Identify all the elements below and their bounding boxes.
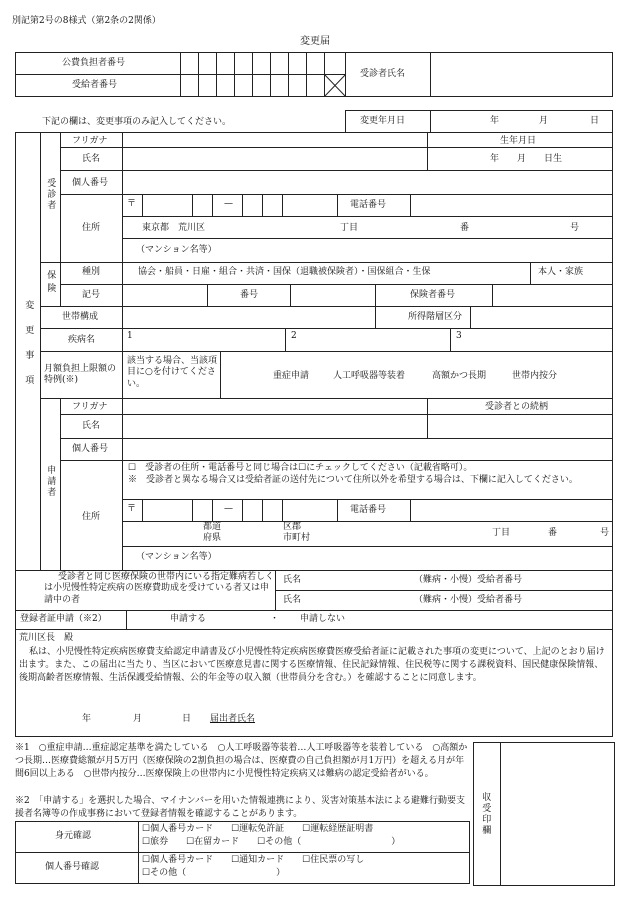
identity-check-label: 身元確認 — [55, 831, 92, 841]
stamp-box — [473, 742, 615, 886]
patient-name-input[interactable] — [123, 148, 426, 170]
patient-postal-input-2[interactable] — [243, 195, 337, 216]
recipient-number-label: 受給者番号 — [72, 80, 118, 90]
mynumber-options-row-2[interactable]: ☐その他（ ） — [142, 868, 286, 878]
household-other-text: 受診者と同じ医療保険の世帯内にいる指定難病若しくは小児慢性特定疾病の医療費助成を受けている者又は申請中の者 — [44, 572, 275, 605]
patient-mansion-input[interactable] — [230, 239, 612, 262]
special-option-long-term[interactable]: 高額かつ長期 — [432, 371, 487, 381]
applicant-relation-input[interactable] — [428, 415, 612, 438]
special-instruction: 該当する場合、当該項目に○を付けてください。 — [127, 356, 218, 389]
insurance-section-label: 保険 — [45, 270, 56, 296]
notice-text: 下記の欄は、変更事項のみ記入してください。 — [42, 117, 232, 127]
applicant-address-note: ※ 受診者と異なる場合又は受給者証の送付先について住所以外を希望する場合は、下欄に記入してください。 — [128, 475, 578, 485]
applicant-postal-input-2[interactable] — [243, 500, 337, 521]
patient-mansion-label: （マンション名等） — [136, 245, 217, 255]
page-title: 変更届 — [300, 36, 330, 47]
patient-personal-no-label: 個人番号 — [72, 178, 109, 188]
insurance-family-options[interactable]: 本人・家族 — [538, 267, 584, 277]
applicant-section-label: 申請者 — [45, 465, 56, 498]
patient-personal-no-input[interactable] — [123, 171, 612, 194]
household-other-recipient-label-2: （難病・小慢）受給者番号 — [414, 595, 523, 605]
disease-input-1[interactable] — [123, 329, 285, 351]
patient-postal-mark: 〒 — [127, 199, 137, 209]
change-items-label: 変更事項 — [23, 300, 34, 400]
special-limit-label: 月額負担上限額の特例(※) — [44, 364, 117, 386]
patient-phone-input[interactable] — [411, 195, 612, 216]
change-year-label: 年 — [490, 116, 500, 126]
patient-postal-dash: — — [224, 199, 233, 209]
applicant-phone-label: 電話番号 — [350, 505, 387, 515]
diagonal-cross-icon — [324, 74, 346, 97]
recipient-number-input[interactable] — [181, 75, 324, 96]
note-2: ※2 「申請する」を選択した場合、マイナンバーを用いた情報連携により、災害対策基本法による避難行動要支援者名簿等の作成事務において登録者情報を確認することがあります。 — [15, 796, 465, 819]
applicant-ku-label: 区郡 — [283, 522, 302, 532]
disease-input-2[interactable] — [286, 329, 450, 351]
patient-birth-value: 年 月 日生 — [490, 154, 563, 164]
special-option-severe[interactable]: 重症申請 — [273, 371, 310, 381]
applicant-ban-label: 番 — [548, 528, 558, 538]
identity-options-row-2[interactable]: ☐旅券 ☐在留カード ☐その他（ ） — [142, 837, 401, 847]
insurance-number-label: 番号 — [240, 290, 259, 300]
patient-postal-input-1[interactable] — [143, 195, 192, 216]
registration-label: 登録者証申請（※2） — [20, 614, 107, 624]
applicant-postal-mark: 〒 — [127, 504, 137, 514]
household-other-name-label-2: 氏名 — [283, 595, 302, 605]
disease-number-1: 1 — [127, 331, 133, 341]
special-option-household-split[interactable]: 世帯内按分 — [512, 371, 558, 381]
applicant-chome-label: 丁目 — [492, 528, 511, 538]
household-other-recipient-label-1: （難病・小慢）受給者番号 — [414, 575, 523, 585]
applicant-mansion-label: （マンション名等） — [136, 552, 217, 562]
applicant-address-label: 住所 — [82, 512, 101, 522]
patient-section-label: 受診者 — [45, 178, 56, 211]
statement-body: 私は、小児慢性特定疾病医療費支給認定申請書及び小児慢性特定疾病医療費医療受給者証に記載された事項の変更について、上記のとおり届け出ます。また、この届出に当たり、当区において医療意見書に関する医療情報、住民記録情報、住民税等に関する課税資料、国民健康保険情報、後期高齢者医療情報、生活保護受給情報、公的年金等の収入額（世帯員分を含む。）を確認することに同意します。 — [19, 647, 605, 684]
disease-label: 疾病名 — [68, 335, 96, 345]
change-day-label: 日 — [590, 116, 600, 126]
disease-number-3: 3 — [456, 331, 462, 341]
registration-not-apply-option[interactable]: 申請しない — [300, 614, 346, 624]
applicant-furigana-input[interactable] — [123, 399, 426, 414]
patient-ban-label: 番 — [460, 223, 470, 233]
applicant-personal-no-label: 個人番号 — [72, 444, 109, 454]
insurance-number-input[interactable] — [291, 285, 375, 306]
statement-signer-label: 届出者氏名 — [210, 714, 256, 724]
insured-no-label: 保険者番号 — [410, 290, 456, 300]
mynumber-options-row-1[interactable]: ☐個人番号カード ☐通知カード ☐住民票の写し — [142, 855, 365, 865]
registration-separator: ・ — [270, 614, 280, 624]
patient-birth-label: 生年月日 — [500, 136, 537, 146]
change-date-label: 変更年月日 — [360, 116, 406, 126]
payer-number-label: 公費負担者番号 — [62, 58, 126, 68]
patient-go-label: 号 — [570, 223, 580, 233]
patient-phone-label: 電話番号 — [350, 200, 387, 210]
patient-address-label: 住所 — [82, 223, 101, 233]
insured-no-input[interactable] — [493, 285, 612, 306]
applicant-postal-dash: — — [224, 504, 233, 514]
note-1: ※1 ○重症申請…重症認定基準を満たしている ○人工呼吸器等装着…人工呼吸器等を装着している ○高額かつ長期…医療費総額が月5万円（医療保険の2割負担の場合は、医療費の自己負担額が月1万円）を超える月が年間6回以上ある ○世帯内按分…医療保険上の世帯内に小児慢性特定疾病又は難病の認定受給者がいる。 — [15, 743, 468, 779]
insurance-symbol-label: 記号 — [82, 290, 101, 300]
disease-number-2: 2 — [291, 331, 297, 341]
patient-furigana-label: フリガナ — [72, 136, 108, 146]
patient-city: 東京都 荒川区 — [142, 223, 206, 233]
applicant-relation-label: 受診者との続柄 — [485, 402, 549, 412]
form-number: 別記第2号の8様式（第2条の2関係） — [12, 16, 161, 26]
applicant-furigana-label: フリガナ — [72, 402, 108, 412]
registration-apply-option[interactable]: 申請する — [170, 614, 207, 624]
statement-signer-input[interactable] — [265, 710, 595, 726]
applicant-fuken-label: 府県 — [203, 533, 222, 543]
change-date-input[interactable] — [431, 111, 612, 132]
patient-chome-label: 丁目 — [340, 223, 359, 233]
income-class-input[interactable] — [471, 307, 612, 328]
applicant-mansion-input[interactable] — [230, 547, 612, 570]
applicant-postal-input-1[interactable] — [143, 500, 192, 521]
applicant-phone-input[interactable] — [411, 500, 612, 521]
income-class-label: 所得階層区分 — [408, 312, 463, 322]
applicant-shichoson-label: 市町村 — [283, 533, 311, 543]
patient-name-label: 氏名 — [82, 154, 101, 164]
statement-month-label: 月 — [133, 714, 143, 724]
insurance-type-options[interactable]: 協会・船員・日雇・組合・共済・国保（退職被保険者）・国保組合・生保 — [138, 267, 431, 277]
applicant-todofu-label: 都道 — [203, 522, 222, 532]
applicant-personal-no-input[interactable] — [123, 439, 612, 460]
mynumber-check-label: 個人番号確認 — [45, 862, 100, 872]
applicant-name-input[interactable] — [123, 415, 426, 438]
statement-year-label: 年 — [82, 714, 92, 724]
special-option-ventilator[interactable]: 人工呼吸器等装着 — [333, 371, 406, 381]
household-input[interactable] — [123, 307, 375, 328]
insurance-type-label: 種別 — [82, 267, 101, 277]
recipient-name-input[interactable] — [431, 53, 612, 96]
payer-number-input[interactable] — [181, 53, 324, 74]
change-month-label: 月 — [539, 116, 549, 126]
household-other-name-label-1: 氏名 — [283, 575, 302, 585]
applicant-go-label: 号 — [600, 528, 610, 538]
insurance-symbol-input[interactable] — [123, 285, 207, 306]
recipient-name-label: 受診者氏名 — [360, 69, 406, 79]
household-label: 世帯構成 — [62, 312, 99, 322]
patient-furigana-input[interactable] — [123, 133, 426, 147]
statement-day-label: 日 — [182, 714, 192, 724]
applicant-same-address-checkbox[interactable]: ☐ 受診者の住所・電話番号と同じ場合は☐にチェックしてください（記載省略可）。 — [128, 463, 473, 473]
applicant-name-label: 氏名 — [82, 421, 101, 431]
stamp-label: 収受印欄 — [480, 792, 491, 836]
statement-addressee: 荒川区長 殿 — [19, 633, 74, 643]
identity-options-row-1[interactable]: ☐個人番号カード ☐運転免許証 ☐運転経歴証明書 — [142, 824, 374, 834]
disease-input-3[interactable] — [451, 329, 612, 351]
